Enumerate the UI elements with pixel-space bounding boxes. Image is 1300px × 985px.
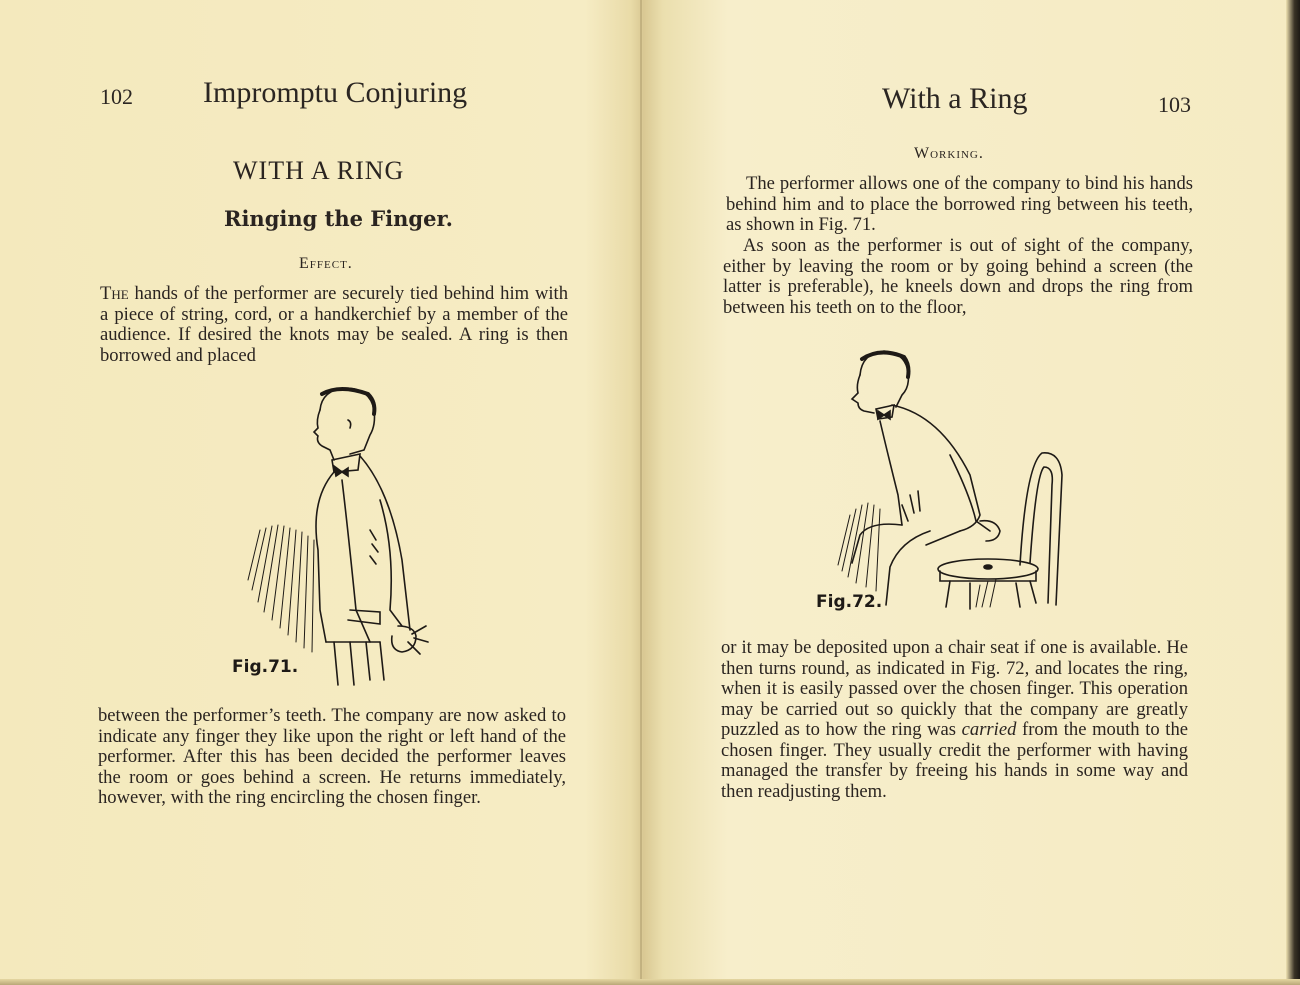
page-number: 102 — [100, 84, 133, 109]
effect-paragraph — [100, 284, 568, 366]
left-page — [0, 0, 640, 985]
continued-paragraph: between the performer’s teeth. The company are now asked to indicate any finger they like upon the right or left hand of the performer. After this has been decided the performer leaves the room or goes behind a screen. He returns immediately, however, with the ring encircling the chosen finger. — [98, 705, 566, 808]
working-paragraph-3 — [721, 638, 1188, 802]
effect-text: hands of the performer are securely tied behind him with a piece of string, cord, or a handkerchief by a member of the audience. If desired the knots may be sealed. A ring is then borrowed and placed — [100, 283, 568, 366]
working-paragraph-1: The performer allows one of the company to bind his hands behind him and to place the borrowed ring between his teeth, as shown in Fig. 71. — [726, 173, 1193, 235]
section-heading: WITH A RING — [233, 156, 405, 185]
figure-71-standing-performer — [230, 380, 440, 685]
para3-emphasis: carried — [961, 719, 1017, 740]
gutter — [640, 0, 642, 985]
figure-72-seated-performer — [816, 345, 1070, 615]
effect-label: Effect. — [299, 255, 353, 272]
page-edge-shadow — [1286, 0, 1300, 985]
para3-after: from the mouth to the chosen finger. They usually credit the performer with having managed the transfer by freeing his hands in some way and then readjusting them. — [721, 719, 1188, 802]
para3-before: or it may be deposited upon a chair seat if one is available. He then turns round, as indicated in Fig. 72, and locates the ring, when it is easily passed over the chosen finger. This operation may be carried out so quickly that the company are greatly puzzled as to how the ring was — [721, 637, 1188, 740]
page-number: 103 — [1158, 92, 1191, 117]
trick-title: Ringing the Finger. — [224, 206, 453, 231]
figure-72-label: Fig.72. — [816, 592, 883, 612]
working-paragraph-2: As soon as the performer is out of sight of the company, either by leaving the room or by going behind a screen (the latter is preferable), he kneels down and drops the ring from between his teeth on to the floor, — [723, 235, 1193, 318]
figure-71-label: Fig.71. — [232, 657, 299, 677]
running-title: With a Ring — [882, 82, 1028, 115]
working-label: Working. — [914, 145, 984, 162]
running-title: Impromptu Conjuring — [203, 76, 468, 109]
effect-lead-word: The — [100, 283, 129, 304]
right-page — [655, 0, 1285, 985]
